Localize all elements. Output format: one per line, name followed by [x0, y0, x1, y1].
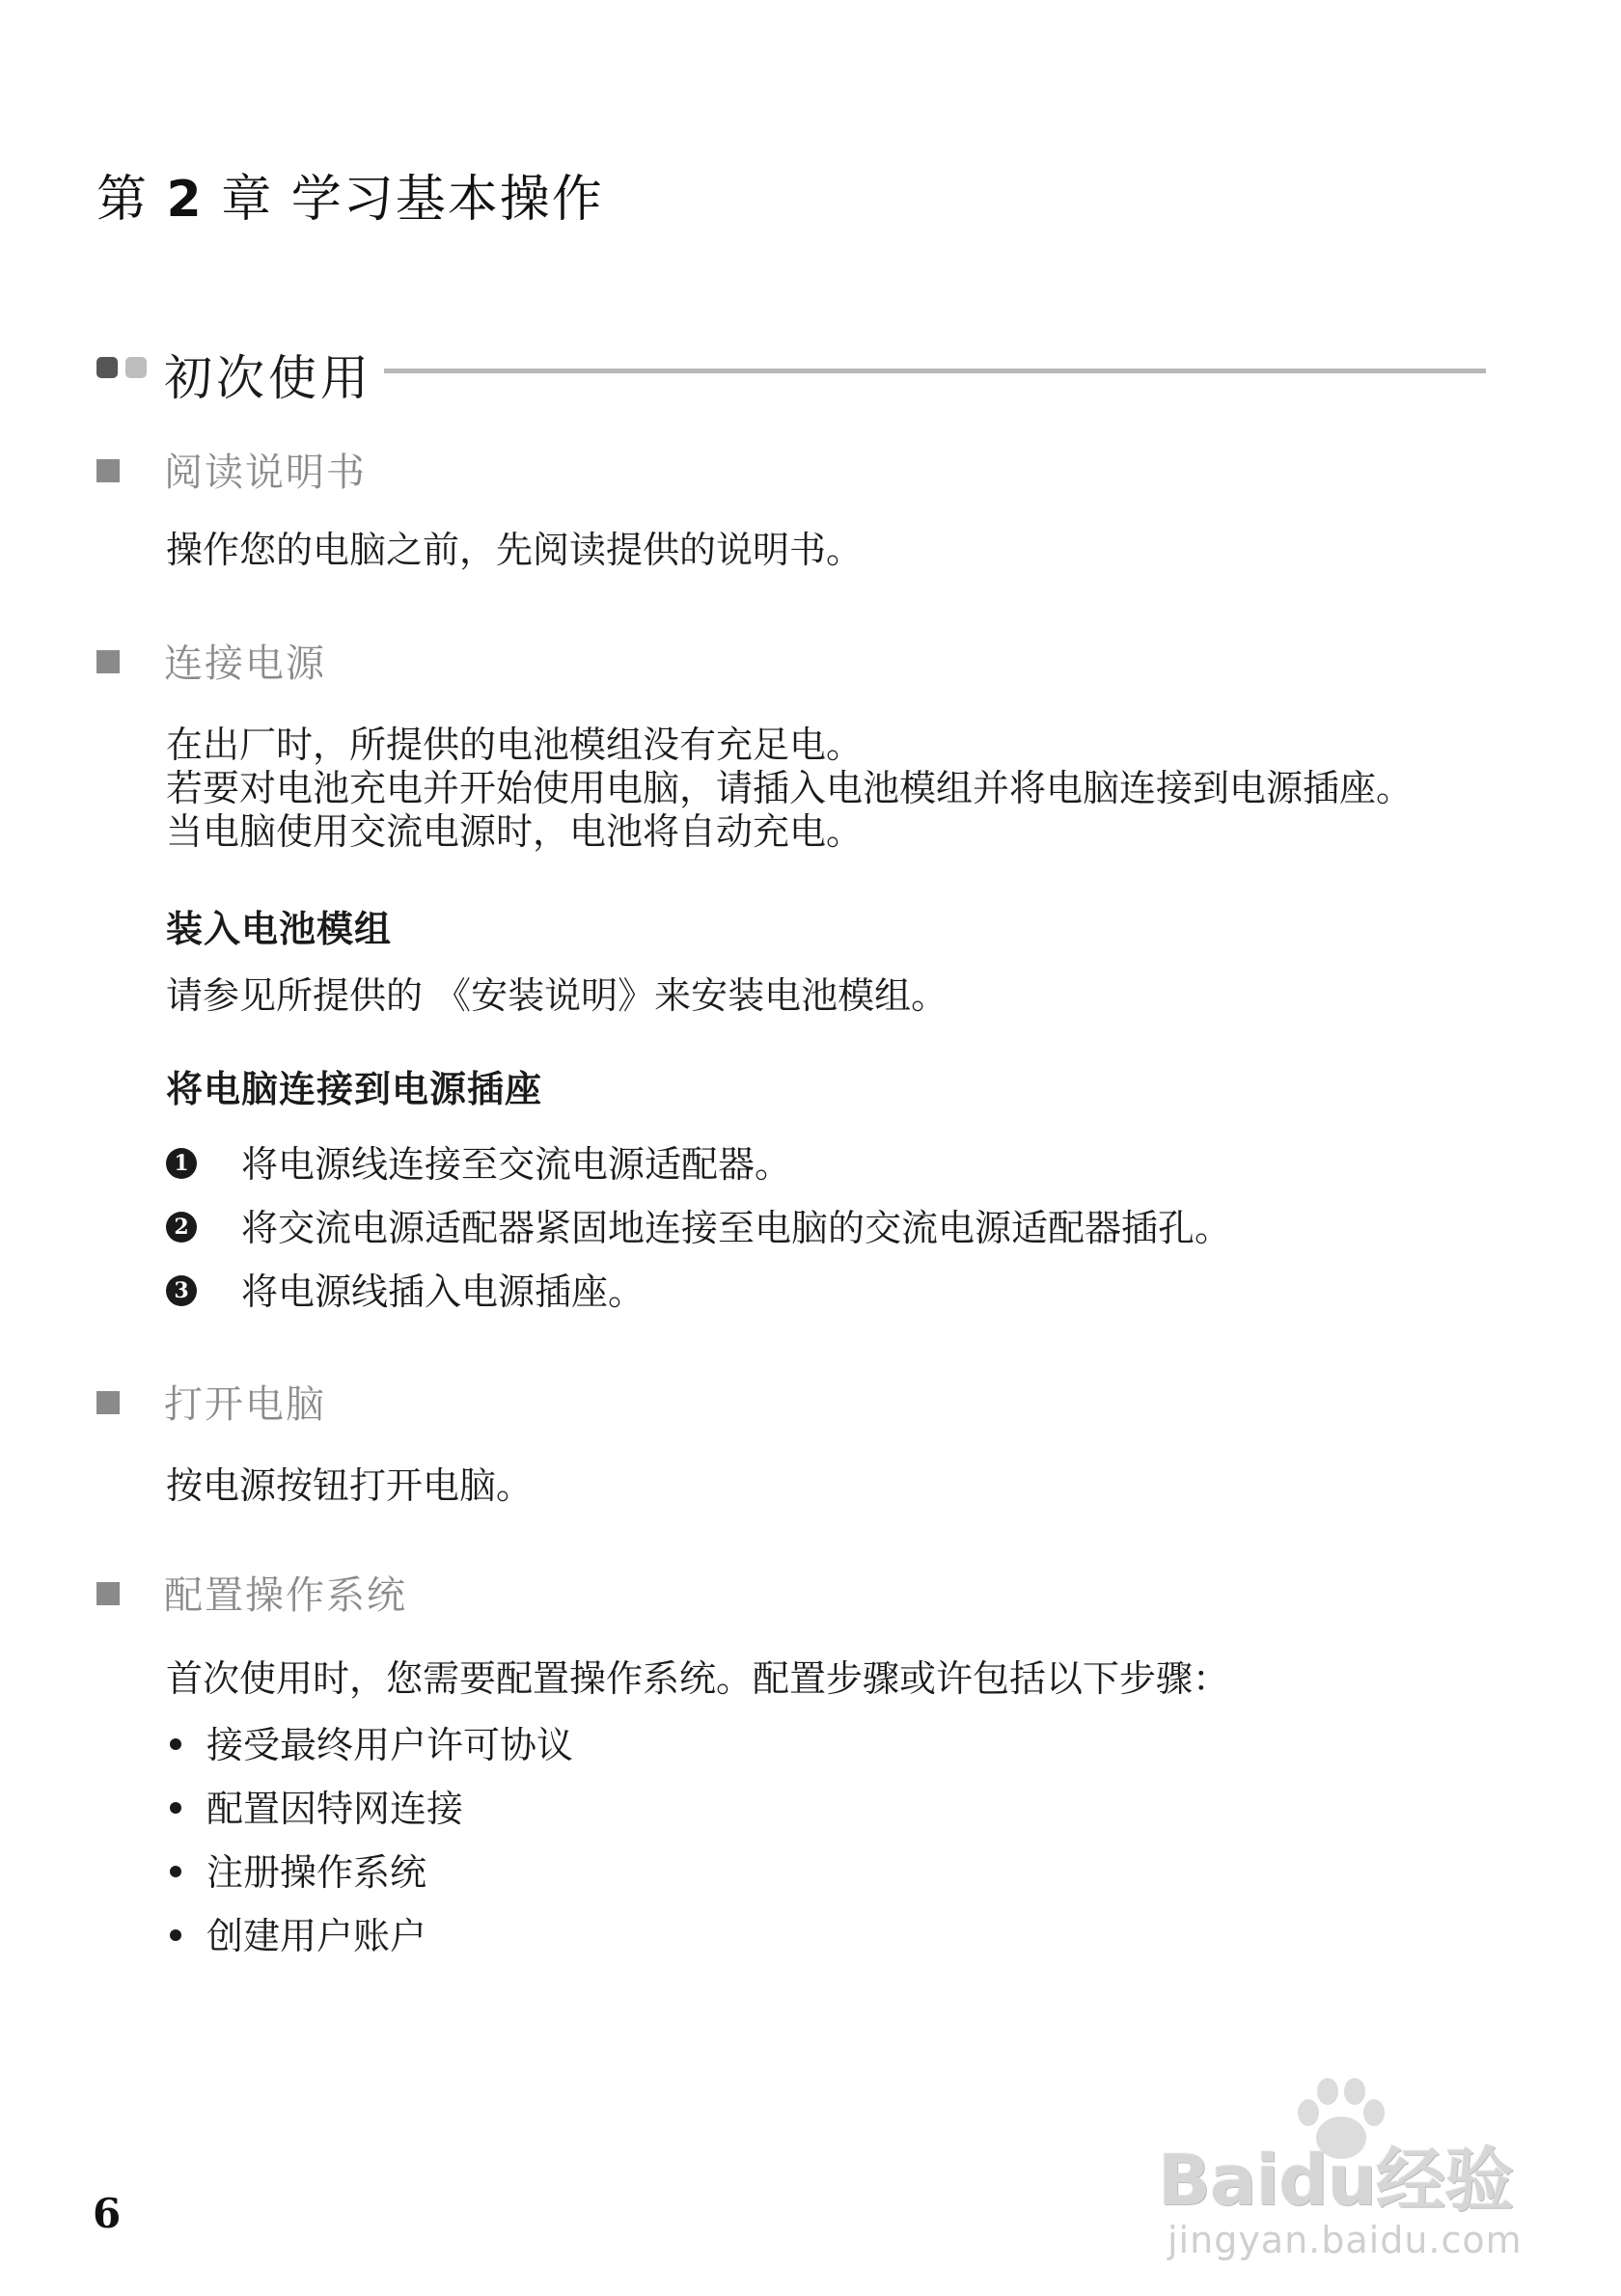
read-manual-text: 操作您的电脑之前，先阅读提供的说明书。	[166, 529, 864, 571]
list-item-text: 创建用户账户	[206, 1915, 427, 1957]
watermark-logo-text: Baidu经验	[1158, 2140, 1513, 2221]
section-marker-dark-icon	[96, 357, 118, 378]
step-text: 将电源线连接至交流电源适配器。	[241, 1143, 792, 1186]
connect-outlet-heading: 将电脑连接到电源插座	[166, 1068, 543, 1110]
chapter-prefix: 第	[96, 171, 150, 229]
list-item-text: 接受最终用户许可协议	[206, 1724, 574, 1766]
chapter-title	[96, 158, 604, 231]
list-item	[170, 1906, 427, 1957]
step-number-icon: 1	[166, 1148, 197, 1179]
list-item	[170, 1715, 574, 1766]
subheading-text: 配置操作系统	[164, 1573, 407, 1618]
bullet-icon	[170, 1802, 181, 1814]
section-divider	[384, 369, 1486, 373]
power-line-1: 在出厂时，所提供的电池模组没有充足电。	[166, 724, 864, 766]
subheading-text: 连接电源	[164, 642, 326, 686]
subheading-configure-os	[96, 1565, 407, 1619]
list-item-text: 配置因特网连接	[206, 1788, 464, 1830]
section-header	[96, 334, 1486, 406]
section-marker-light-icon	[125, 357, 147, 378]
step-item	[166, 1262, 646, 1313]
os-intro-text: 首次使用时，您需要配置操作系统。配置步骤或许包括以下步骤：	[166, 1657, 1230, 1700]
step-text: 将交流电源适配器紧固地连接至电脑的交流电源适配器插孔。	[241, 1207, 1232, 1249]
list-item	[170, 1779, 464, 1830]
power-line-2: 若要对电池充电并开始使用电脑，请插入电池模组并将电脑连接到电源插座。	[166, 767, 1414, 809]
square-bullet-icon	[96, 1391, 120, 1414]
section-title: 初次使用	[164, 350, 372, 406]
subheading-turn-on	[96, 1374, 326, 1428]
subheading-text: 打开电脑	[164, 1382, 326, 1427]
subheading-read-manual	[96, 442, 367, 496]
list-item-text: 注册操作系统	[206, 1851, 427, 1894]
bullet-icon	[170, 1738, 181, 1750]
baidu-watermark	[1139, 2074, 1544, 2267]
step-item	[166, 1198, 1232, 1249]
bullet-icon	[170, 1929, 181, 1941]
bullet-icon	[170, 1866, 181, 1877]
watermark-url: jingyan.baidu.com	[1168, 2219, 1523, 2261]
chapter-name: 章 学习基本操作	[221, 171, 604, 229]
step-text: 将电源线插入电源插座。	[241, 1271, 646, 1313]
square-bullet-icon	[96, 459, 120, 482]
turn-on-text: 按电源按钮打开电脑。	[166, 1464, 534, 1507]
install-battery-text: 请参见所提供的 《安装说明》来安装电池模组。	[166, 974, 948, 1017]
step-number-icon: 2	[166, 1212, 197, 1243]
chapter-number: 2	[166, 171, 204, 229]
step-number-icon: 3	[166, 1275, 197, 1306]
square-bullet-icon	[96, 1582, 120, 1605]
square-bullet-icon	[96, 650, 120, 673]
page-number: 6	[93, 2190, 122, 2237]
subheading-connect-power	[96, 633, 326, 687]
install-battery-heading: 装入电池模组	[166, 908, 393, 950]
subheading-text: 阅读说明书	[164, 451, 367, 495]
list-item	[170, 1843, 427, 1894]
power-line-3: 当电脑使用交流电源时，电池将自动充电。	[166, 810, 864, 853]
step-item	[166, 1134, 792, 1186]
